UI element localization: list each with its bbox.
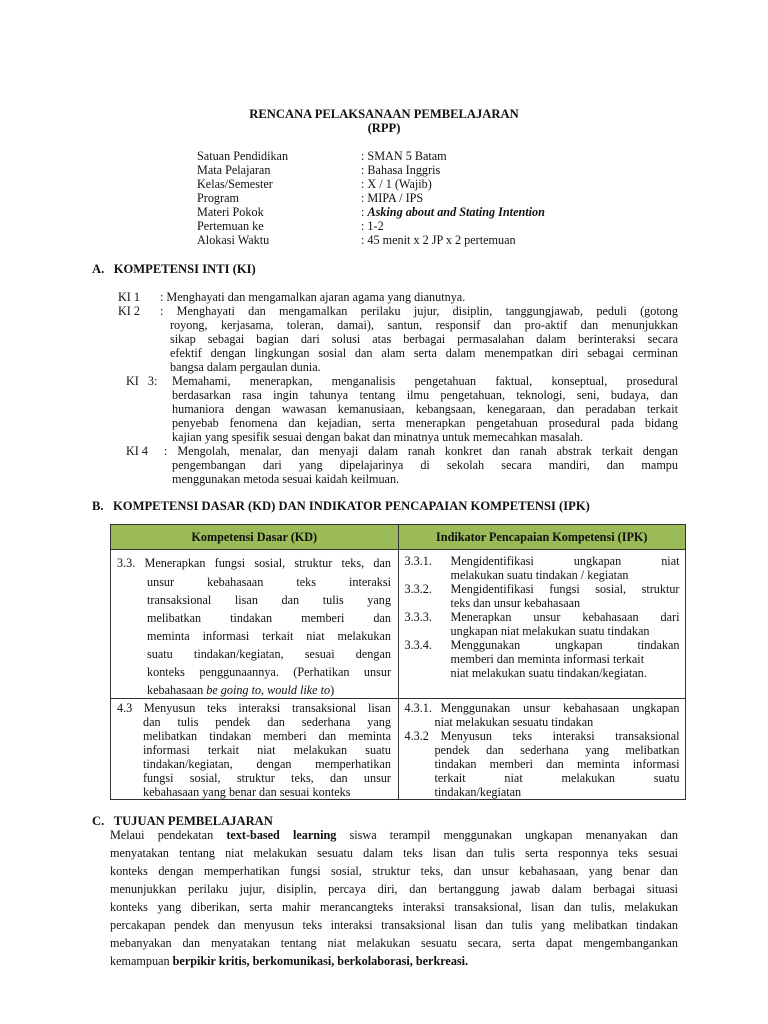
ipk-line: terkait niat melakukan suatu (434, 771, 680, 785)
column-header-ipk: Indikator Pencapaian Kompetensi (IPK) (398, 525, 686, 550)
kd-line: meminta informasi terkait niat melakukan (147, 629, 391, 643)
kd-line (147, 683, 334, 697)
identity-value: : 1-2 (361, 219, 384, 233)
ipk-cell (398, 550, 686, 699)
ipk-line: ungkapan niat melakukan suatu tindakan (450, 624, 650, 638)
ki1-text: : Menghayati dan mengamalkan ajaran agama yang dianutnya. (160, 290, 466, 304)
paragraph-line: mebanyakan dan menyatakan tentang niat melakukan sesuatu secara, serta dapat mengembangankan (110, 936, 678, 950)
table-header-row (111, 525, 686, 550)
table-row (111, 550, 686, 699)
ki2-line: royong, kerjasama, toleran, damai), santun, responsif dan pro-aktif dan menunjukkan (170, 318, 678, 332)
materi-pokok-value: Asking about and Stating Intention (367, 205, 545, 219)
paragraph-line: menyatakan tentang niat melakukan sesuatu dalam teks lisan dan tulis serta responnya teks sesuai (110, 846, 678, 860)
table-row (111, 699, 686, 800)
ipk-number: 3.3.4. (404, 638, 432, 652)
kd-line: unsur kebahasaan teks interaksi (147, 575, 391, 589)
ki4-label: KI 4 (126, 444, 149, 458)
ipk-line: melakukan suatu tindakan / kegiatan (450, 568, 629, 582)
paragraph-text: siswa terampil menggunakan ungkapan menanyakan dan (336, 828, 678, 842)
kd-cell (111, 699, 399, 800)
identity-label: Alokasi Waktu (197, 233, 270, 247)
ipk-line: niat melakukan suatu tindakan/kegiatan. (450, 666, 647, 680)
identity-label: Satuan Pendidikan (197, 149, 289, 163)
document-title: RENCANA PELAKSANAAN PEMBELAJARAN (249, 107, 519, 121)
ki3-line: humaniora dengan wawasan kemanusiaan, kebangsaan, kenegaraan, dan peradaban terkait (172, 402, 678, 416)
column-header-kd: Kompetensi Dasar (KD) (111, 525, 399, 550)
ipk-line: niat melakukan sesuatu tindakan (434, 715, 594, 729)
identity-label: Program (197, 191, 239, 205)
kd-line: transaksional lisan dan tulis yang (147, 593, 391, 607)
identity-label: Pertemuan ke (197, 219, 264, 233)
ipk-line: Mengidentifikasi fungsi sosial, struktur (450, 582, 680, 596)
kd-line: informasi terkait niat melakukan suatu (143, 743, 391, 757)
identity-value (361, 205, 545, 219)
identity-value: : 45 menit x 2 JP x 2 pertemuan (361, 233, 516, 247)
kd-text: ) (330, 683, 335, 697)
kd-line: 4.3 Menyusun teks interaksi transaksional lisan (117, 701, 391, 715)
ki3-line: Memahami, menerapkan, menganalisis pengetahuan faktual, konseptual, prosedural (172, 374, 678, 388)
identity-value: : X / 1 (Wajib) (361, 177, 432, 191)
ki2-line: efektif dengan lingkungan sosial dan alam serta dalam menempatkan diri sebagai cerminan (170, 346, 678, 360)
ipk-line: Menggunakan unsur kebahasaan ungkapan (440, 701, 680, 715)
kd-line: suatu tindakan/kegiatan, sesuai dengan (147, 647, 391, 661)
ki3-line: penyebab fenomena dan kejadian, serta menerapkan pengetahuan prosedural pada bidang (172, 416, 678, 430)
section-b-heading: B. KOMPETENSI DASAR (KD) DAN INDIKATOR PENCAPAIAN KOMPETENSI (IPK) (92, 499, 590, 513)
ki3-label: KI 3: (126, 374, 158, 388)
kd-line: dan tulis pendek dan sederhana yang (143, 715, 391, 729)
ki3-line: berdasarkan rasa ingin tahunya tentang ilmu pengetahuan, teknologi, seni, budaya, dan (172, 388, 678, 402)
kd-line: konteks penggunaannya. (Perhatikan unsur (147, 665, 391, 679)
paragraph-line (110, 954, 468, 968)
kd-text: kebahasaan (147, 683, 207, 697)
section-a-heading: A. KOMPETENSI INTI (KI) (92, 262, 256, 276)
ipk-line: teks dan unsur kebahasaan (450, 596, 581, 610)
paragraph-bold-text: text-based learning (226, 828, 337, 842)
paragraph-line: konteks yang diberikan, serta mahir merancangteks interaksi transaksional, lisan dan tulis, melakukan (110, 900, 678, 914)
kd-line: melibatkan tindakan memberi dan (147, 611, 391, 625)
paragraph-text: Melaui pendekatan (110, 828, 227, 842)
ipk-number: 4.3.2 (404, 729, 429, 743)
ki1-label: KI 1 (118, 290, 141, 304)
identity-label: Mata Pelajaran (197, 163, 271, 177)
section-c-heading: C. TUJUAN PEMBELAJARAN (92, 814, 273, 828)
ipk-number: 4.3.1. (404, 701, 432, 715)
ki4-line: : Mengolah, menalar, dan menyaji dalam ranah konkret dan ranah abstrak terkait dengan (164, 444, 678, 458)
document-subtitle: (RPP) (367, 121, 401, 135)
ki4-line: menggunakan metoda sesuai kaidah keilmuan. (172, 472, 400, 486)
kd-line: kebahasaan yang benar dan sesuai konteks (143, 785, 351, 799)
ipk-line: pendek dan sederhana yang melibatkan (434, 743, 680, 757)
ki3-line: kajian yang spesifik sesuai dengan bakat dan minatnya untuk memecahkan masalah. (172, 430, 584, 444)
ipk-number: 3.3.2. (404, 582, 432, 596)
ipk-line: Menerapkan unsur kebahasaan dari (450, 610, 680, 624)
ipk-line: memberi dan meminta informasi terkait (450, 652, 645, 666)
kd-line: melibatkan tindakan memberi dan meminta (143, 729, 391, 743)
ipk-line: tindakan memberi dan meminta informasi (434, 757, 680, 771)
identity-value: : MIPA / IPS (361, 191, 424, 205)
identity-value-prefix: : (361, 205, 368, 219)
kd-line: tindakan/kegiatan, dengan memperhatikan (143, 757, 391, 771)
ipk-line: tindakan/kegiatan (434, 785, 522, 799)
ki2-line: bangsa dalam pergaulan dunia. (170, 360, 321, 374)
paragraph-line (110, 828, 678, 842)
paragraph-line: percakapan pendek dan menyusun teks interaksi transaksional lisan dan tulis yang melibatkan tindakan (110, 918, 678, 932)
ipk-line: Mengidentifikasi ungkapan niat (450, 554, 680, 568)
ipk-line: Menggunakan ungkapan tindakan (450, 638, 680, 652)
paragraph-text: kemampuan (110, 954, 173, 968)
ipk-number: 3.3.1. (404, 554, 432, 568)
ki2-line: sikap sebagai bagian dari solusi atas berbagai permasalahan dalam berinteraksi secara (170, 332, 678, 346)
paragraph-bold-text: berpikir kritis, berkomunikasi, berkolaborasi, berkreasi. (172, 954, 469, 968)
identity-value: : Bahasa Inggris (361, 163, 441, 177)
identity-label: Materi Pokok (197, 205, 264, 219)
kd-line: 3.3. Menerapkan fungsi sosial, struktur teks, dan (117, 556, 391, 570)
identity-label: Kelas/Semester (197, 177, 273, 191)
paragraph-line: menunjukkan perilaku jujur, disiplin, percaya diri, dan bertanggung jawab dalam berbagai situasi (110, 882, 678, 896)
paragraph-line: konteks dengan memperhatikan fungsi sosial, struktur teks, dan unsur kebahasaan, yang benar dan (110, 864, 678, 878)
ki2-line: : Menghayati dan mengamalkan perilaku jujur, disiplin, tanggungjawab, peduli (gotong (160, 304, 678, 318)
kd-italic-text: be going to, would like to (206, 683, 331, 697)
ipk-line: Menyusun teks interaksi transaksional (440, 729, 680, 743)
kd-ipk-table (110, 524, 686, 800)
kd-cell (111, 550, 399, 699)
ipk-number: 3.3.3. (404, 610, 432, 624)
ipk-cell (398, 699, 686, 800)
ki2-label: KI 2 (118, 304, 141, 318)
ki4-line: pengembangan dari yang dipelajarinya di sekolah secara mandiri, dan mampu (172, 458, 678, 472)
kd-line: fungsi sosial, struktur teks, dan unsur (143, 771, 391, 785)
identity-value: : SMAN 5 Batam (361, 149, 447, 163)
